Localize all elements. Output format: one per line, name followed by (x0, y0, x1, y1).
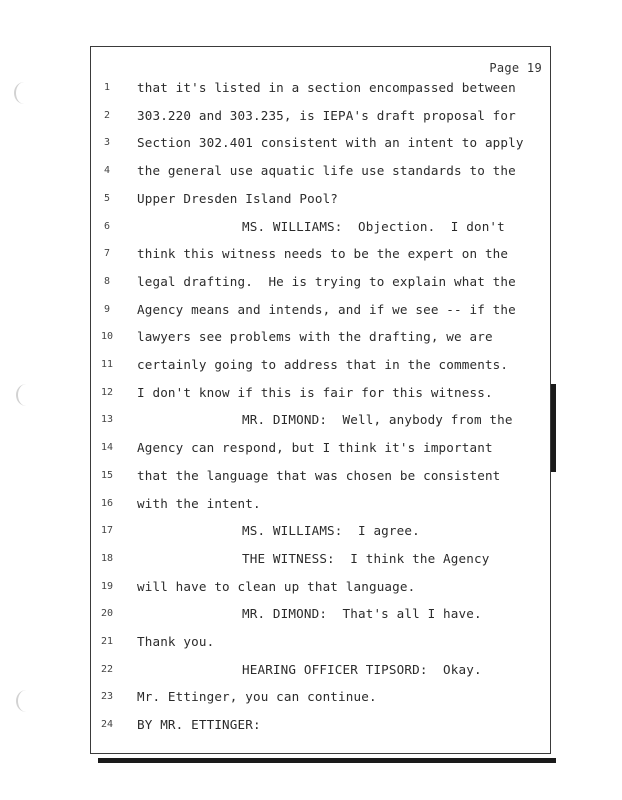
line-number: 12 (100, 386, 114, 398)
line-number: 10 (100, 331, 114, 343)
line-text: MR. DIMOND: That's all I have. (242, 606, 482, 622)
line-number: 3 (103, 137, 111, 149)
line-text: certainly going to address that in the comments. (137, 357, 509, 372)
transcript-line (0, 551, 622, 575)
transcript-line (0, 662, 622, 686)
transcript-line (0, 634, 622, 658)
line-number: 6 (103, 220, 111, 232)
transcript-line (0, 163, 622, 187)
line-text: Mr. Ettinger, you can continue. (137, 689, 377, 705)
transcript-line (0, 246, 622, 270)
line-text: with the intent. (137, 495, 261, 511)
transcript-line (0, 385, 622, 409)
line-text: MS. WILLIAMS: I agree. (242, 523, 420, 539)
line-text: Agency can respond, but I think it's important (137, 440, 493, 456)
transcript-line (0, 440, 622, 464)
line-number: 20 (100, 608, 114, 620)
transcript-line (0, 496, 622, 520)
line-number: 4 (103, 165, 111, 177)
line-number: 7 (103, 248, 111, 260)
transcript-line (0, 135, 622, 159)
transcript-line (0, 108, 622, 132)
line-number: 14 (100, 442, 114, 454)
transcript-line (0, 274, 622, 298)
line-number: 21 (100, 636, 114, 647)
transcript-line (0, 689, 622, 713)
transcript-line (0, 579, 622, 603)
line-text: Section 302.401 consistent with an intent to apply (137, 135, 524, 151)
transcript-line (0, 302, 622, 326)
transcript-line (0, 329, 622, 353)
line-text: that it's listed in a section encompassed between (137, 80, 516, 95)
line-text: the general use aquatic life use standards to the (137, 163, 516, 179)
line-text: HEARING OFFICER TIPSORD: Okay. (242, 661, 482, 677)
page-edge-shadow (98, 758, 556, 763)
line-number: 11 (100, 359, 114, 370)
line-number: 18 (100, 552, 114, 564)
line-text: that the language that was chosen be consistent (137, 467, 501, 483)
line-text: BY MR. ETTINGER: (137, 717, 261, 733)
transcript-line (0, 523, 622, 547)
line-text: legal drafting. He is trying to explain what the (137, 273, 516, 289)
line-number: 2 (103, 109, 111, 121)
line-number: 16 (100, 497, 114, 509)
line-number: 24 (100, 719, 114, 731)
line-text: MR. DIMOND: Well, anybody from the (242, 412, 513, 428)
line-number: 13 (100, 414, 114, 426)
line-number: 23 (100, 691, 114, 703)
transcript-line (0, 606, 622, 630)
transcript-line (0, 717, 622, 741)
transcript-line (0, 80, 622, 104)
transcript-line (0, 468, 622, 492)
line-text: Thank you. (137, 634, 215, 649)
transcript-line (0, 219, 622, 243)
line-text: will have to clean up that language. (137, 578, 416, 594)
line-text: think this witness needs to be the expert on the (137, 246, 509, 262)
line-number: 8 (103, 275, 111, 287)
line-number: 5 (103, 192, 111, 204)
line-text: 303.220 and 303.235, is IEPA's draft proposal for (137, 107, 516, 123)
line-text: Agency means and intends, and if we see -- if the (137, 301, 516, 317)
line-text: THE WITNESS: I think the Agency (242, 550, 490, 566)
line-number: 22 (100, 663, 114, 675)
line-number: 17 (100, 525, 114, 537)
transcript-line (0, 191, 622, 215)
line-text: I don't know if this is fair for this witness. (137, 384, 493, 400)
line-text: MS. WILLIAMS: Objection. I don't (242, 218, 505, 234)
page-number: Page 19 (489, 61, 542, 75)
transcript-line (0, 357, 622, 381)
line-text: lawyers see problems with the drafting, we are (137, 329, 493, 345)
line-number: 1 (103, 82, 111, 93)
transcript-line (0, 412, 622, 436)
line-number: 15 (100, 469, 114, 481)
line-text: Upper Dresden Island Pool? (137, 190, 339, 206)
line-number: 19 (100, 580, 114, 592)
line-number: 9 (103, 303, 111, 315)
